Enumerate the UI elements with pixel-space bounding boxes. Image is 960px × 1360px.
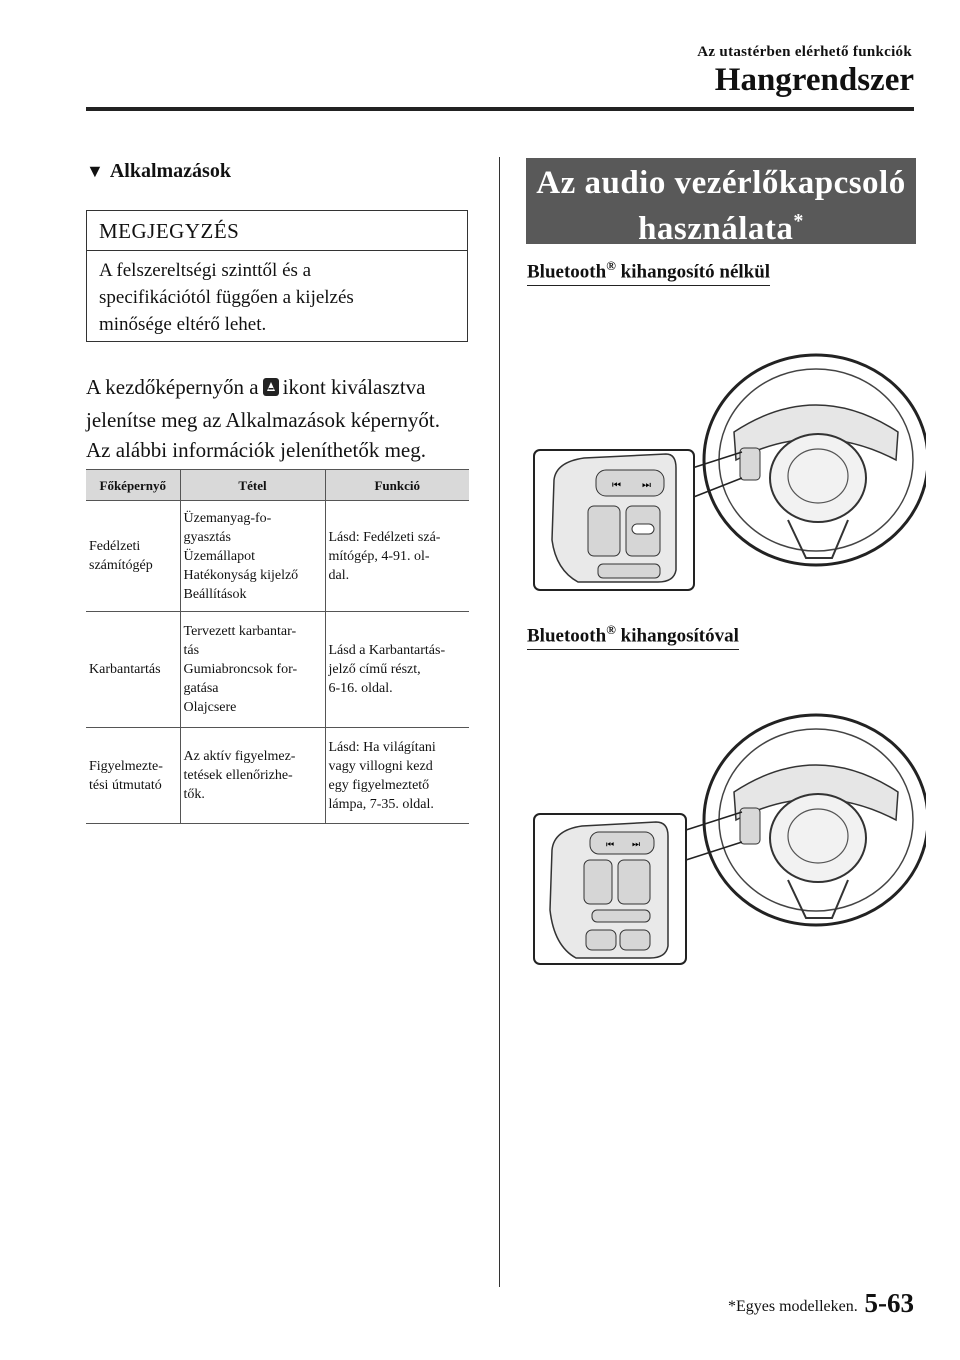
cell-line: Hatékonyság kijelző: [183, 567, 299, 583]
footer-note: *Egyes modelleken.: [728, 1298, 858, 1315]
registered-mark: ®: [606, 622, 616, 637]
cell-line: vagy villogni kezd: [328, 758, 433, 774]
audio-control-switch-detail: [534, 450, 694, 590]
note-line: minősége eltérő lehet.: [99, 314, 267, 335]
cell-line: Karbantartás: [89, 662, 161, 677]
registered-mark: ®: [606, 258, 616, 273]
table-cell-main: [86, 501, 180, 612]
table-row: [86, 612, 469, 728]
optional-feature-mark: *: [793, 210, 804, 232]
intro-text-after-icon: ikont kiválasztva: [282, 375, 426, 399]
table-cell-function: [325, 612, 469, 728]
table-cell-function: [325, 728, 469, 824]
table-header-main: Főképernyő: [86, 470, 180, 501]
cell-line: jelző című részt,: [328, 662, 421, 677]
header-rule: [86, 107, 914, 111]
svg-text:⏭: ⏭: [642, 480, 651, 491]
cell-line: számítógép: [89, 558, 153, 573]
triangle-marker-icon: ▼: [86, 161, 104, 181]
svg-text:⏭: ⏭: [632, 840, 641, 850]
cell-line: Üzemanyag-fo-: [183, 510, 272, 526]
cell-line: lámpa, 7-35. oldal.: [328, 796, 434, 812]
subheading-with-bluetooth: [527, 622, 739, 650]
cell-line: Üzemállapot: [183, 548, 256, 564]
cell-line: 6-16. oldal.: [328, 681, 393, 696]
table-header-function: Funkció: [325, 470, 469, 501]
note-line: specifikációtól függően a kijelzés: [99, 287, 354, 308]
subheading-without-bluetooth: [527, 258, 770, 286]
steering-wheel-figure-without-bluetooth: [526, 320, 926, 610]
intro-line-3: Az alábbi információk jeleníthetők meg.: [86, 438, 426, 462]
column-divider: [499, 157, 500, 1287]
header-chapter-title: Hangrendszer: [714, 62, 914, 98]
steering-wheel-figure-with-bluetooth: [526, 690, 926, 980]
cell-line: Beállítások: [183, 586, 247, 602]
intro-line-2: jelenítse meg az Alkalmazások képernyőt.: [86, 408, 440, 432]
steering-wheel-illustration: [686, 355, 926, 565]
section-title-box: [526, 158, 916, 247]
note-title: MEGJEGYZÉS: [87, 211, 467, 251]
table-cell-item: [180, 501, 325, 612]
table-cell-item: [180, 728, 325, 824]
page-number: 5-63: [864, 1288, 914, 1318]
cell-line: Figyelmezte-: [89, 758, 163, 774]
steering-wheel-illustration: [686, 715, 926, 925]
cell-line: Az aktív figyelmez-: [183, 749, 296, 764]
cell-line: tési útmutató: [89, 777, 162, 793]
table-header-item: Tétel: [180, 470, 325, 501]
cell-line: Lásd a Karbantartás-: [328, 643, 446, 658]
subheading-brand: Bluetooth: [527, 625, 607, 647]
cell-line: Lásd: Ha világítani: [328, 739, 436, 755]
cell-line: mítógép, 4-91. ol-: [328, 548, 430, 564]
cell-line: gyasztás: [183, 529, 231, 545]
svg-text:⏮: ⏮: [612, 480, 621, 491]
section-heading: [86, 160, 231, 183]
cell-line: Tervezett karbantar-: [183, 624, 297, 639]
table-cell-function: [325, 501, 469, 612]
cell-line: egy figyelmeztető: [328, 777, 430, 793]
table-cell-item: [180, 612, 325, 728]
note-line: A felszereltségi szinttől és a: [99, 260, 312, 281]
audio-control-switch-detail: [534, 814, 686, 964]
note-box: [86, 210, 468, 342]
table-row: [86, 501, 469, 612]
cell-line: Gumiabroncsok for-: [183, 662, 298, 677]
cell-line: tás: [183, 643, 200, 658]
cell-line: Olajcsere: [183, 700, 237, 715]
section-title-line-2: használata: [638, 211, 794, 247]
subheading-text: kihangosító nélkül: [615, 261, 771, 283]
table-cell-main: [86, 728, 180, 824]
header-section-label: Az utastérben elérhető funkciók: [697, 44, 912, 60]
applications-table: [86, 469, 469, 824]
cell-line: dal.: [328, 567, 350, 583]
cell-line: Fedélzeti: [89, 539, 141, 554]
note-text: [87, 251, 467, 344]
cell-line: gatása: [183, 681, 219, 696]
svg-text:⏮: ⏮: [606, 840, 615, 850]
section-title-line-1: Az audio vezérlőkapcsoló: [536, 165, 906, 201]
intro-paragraph: [86, 372, 486, 465]
table-row: [86, 728, 469, 824]
subheading-text: kihangosítóval: [615, 625, 739, 647]
table-cell-main: [86, 612, 180, 728]
subheading-brand: Bluetooth: [527, 261, 607, 283]
section-heading-text: Alkalmazások: [109, 160, 231, 182]
cell-line: tők.: [183, 787, 205, 802]
table-header-row: [86, 470, 469, 501]
intro-text-before-icon: A kezdőképernyőn a: [86, 375, 259, 399]
cell-line: Lásd: Fedélzeti szá-: [328, 529, 441, 545]
cell-line: tetések ellenőrizhe-: [183, 768, 293, 783]
applications-icon: [262, 375, 280, 405]
